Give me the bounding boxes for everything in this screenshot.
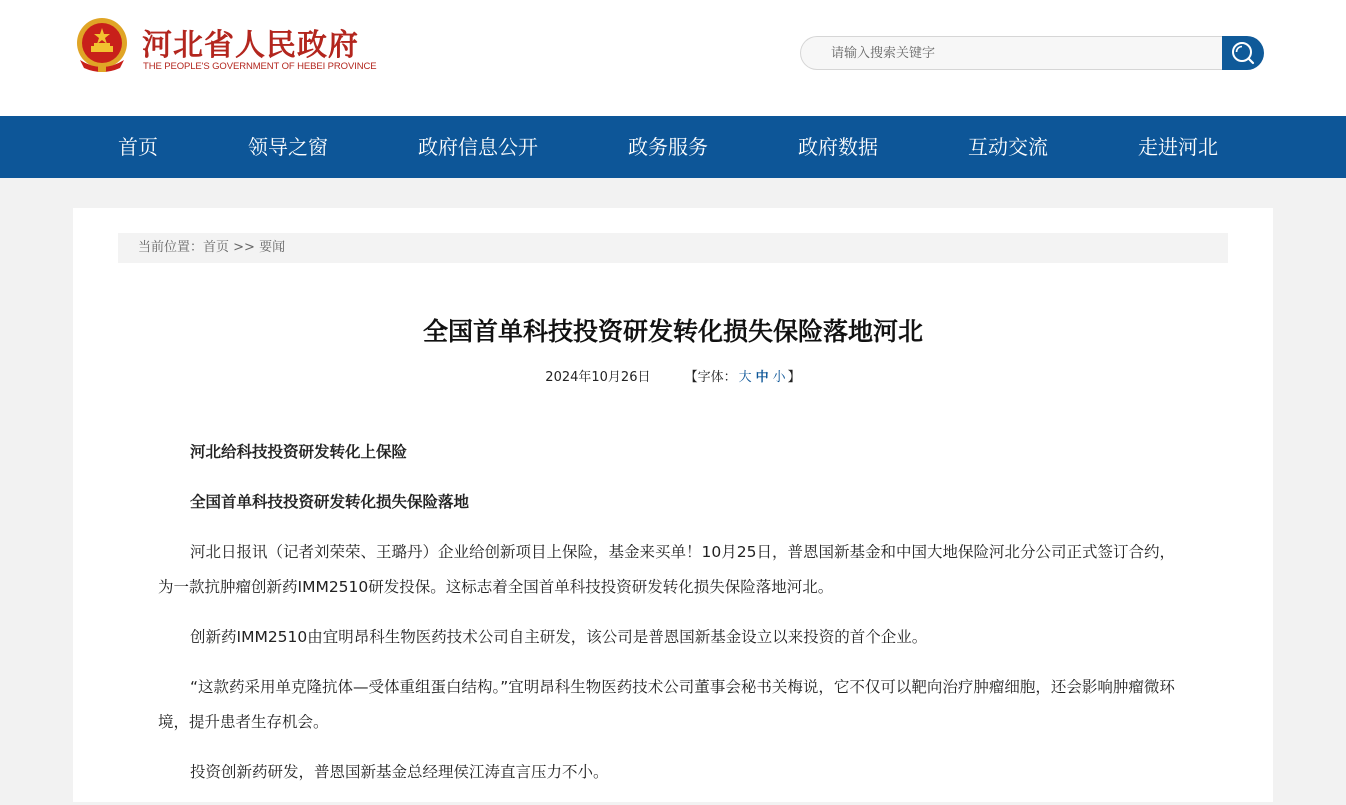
article-card <box>73 208 1273 802</box>
article-paragraph: 河北日报讯（记者刘荣荣、王璐丹）企业给创新项目上保险，基金来买单！10月25日，普恩国新基金和中国大地保险河北分公司正式签订合约，为一款抗肿瘤创新药IMM2510研发投保。这标志着全国首单科技投资研发转化损失保险落地河北。 <box>158 543 1175 596</box>
nav-item-data[interactable]: 政府数据 <box>798 135 878 159</box>
search-icon <box>1230 40 1256 66</box>
breadcrumb <box>118 233 1228 263</box>
font-size-small-button[interactable]: 小 <box>772 370 786 385</box>
nav-item-about-hebei[interactable]: 走进河北 <box>1138 135 1218 159</box>
breadcrumb-home-link[interactable]: 首页 <box>203 240 230 255</box>
font-size-medium-button[interactable]: 中 <box>755 370 769 385</box>
national-emblem-icon <box>74 16 130 74</box>
nav-item-services[interactable]: 政务服务 <box>628 135 708 159</box>
search-box <box>800 36 1264 70</box>
article-date: 2024年10月26日 <box>545 370 651 385</box>
article-subheading: 河北给科技投资研发转化上保险 <box>190 443 408 461</box>
article-paragraph: 投资创新药研发，普恩国新基金总经理侯江涛直言压力不小。 <box>190 763 609 781</box>
nav-item-gov-info[interactable]: 政府信息公开 <box>418 135 538 159</box>
font-size-large-button[interactable]: 大 <box>738 370 752 385</box>
site-subtitle: THE PEOPLE'S GOVERNMENT OF HEBEI PROVINCE <box>143 61 377 72</box>
nav-item-home[interactable]: 首页 <box>118 135 158 159</box>
breadcrumb-prefix: 当前位置： <box>138 240 204 255</box>
site-logo[interactable] <box>74 16 377 76</box>
search-input[interactable] <box>800 36 1222 70</box>
search-button[interactable] <box>1222 36 1264 70</box>
article-subheading: 全国首单科技投资研发转化损失保险落地 <box>190 493 470 511</box>
breadcrumb-current-link[interactable]: 要闻 <box>259 240 286 255</box>
site-title: 河北省人民政府 <box>142 28 359 63</box>
font-size-label-open: 【字体： <box>684 370 737 385</box>
breadcrumb-separator: >> <box>229 240 260 255</box>
font-size-label-close: 】 <box>787 370 801 385</box>
article-paragraph: 创新药IMM2510由宜明昂科生物医药技术公司自主研发，该公司是普恩国新基金设立以来投资的首个企业。 <box>190 628 928 646</box>
article-meta <box>73 366 1273 385</box>
article-title: 全国首单科技投资研发转化损失保险落地河北 <box>422 317 923 346</box>
article-body <box>158 435 1188 805</box>
site-header <box>0 0 1346 116</box>
nav-item-leaders[interactable]: 领导之窗 <box>248 135 328 159</box>
nav-item-interaction[interactable]: 互动交流 <box>968 135 1048 159</box>
article-paragraph: “这款药采用单克隆抗体—受体重组蛋白结构。”宜明昂科生物医药技术公司董事会秘书关梅说，它不仅可以靶向治疗肿瘤细胞，还会影响肿瘤微环境，提升患者生存机会。 <box>158 678 1175 731</box>
main-nav <box>0 116 1346 178</box>
